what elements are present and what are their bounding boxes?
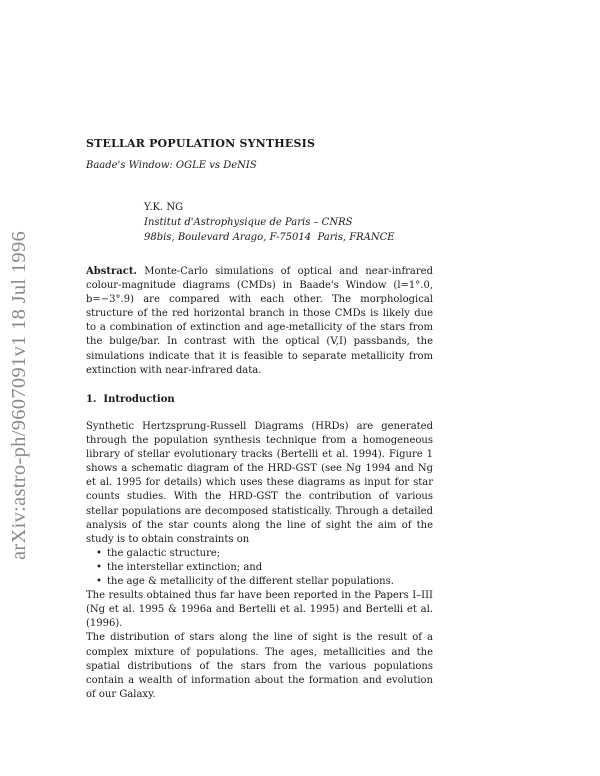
author-affiliation-address: 98bis, Boulevard Arago, F-75014 Paris, FRANCE: [144, 232, 395, 243]
list-item: [96, 561, 433, 575]
bullet-marker: •: [96, 561, 102, 573]
abstract: [86, 265, 433, 378]
list-item: [96, 575, 433, 589]
section-heading-introduction: [86, 394, 175, 405]
arxiv-identifier: arXiv:astro-ph/9607091v1 18 Jul 1996: [8, 230, 31, 560]
bullet-marker: •: [96, 576, 102, 588]
bullet-marker: •: [96, 547, 102, 559]
paragraph-2: The results obtained thus far have been reported in the Papers I–III (Ng et al. 1995 & 1996a and Bertelli et al. 1995) and Bertelli et al. (1996).: [86, 590, 433, 630]
author-affiliation-institute: Institut d'Astrophysique de Paris – CNRS: [144, 217, 353, 228]
arxiv-stamp: [5, 210, 35, 580]
constraints-list: [86, 547, 433, 589]
list-item-text: the galactic structure;: [107, 547, 221, 559]
paper-subtitle: Baade's Window: OGLE vs DeNIS: [86, 160, 257, 171]
list-item-text: the age & metallicity of the different stellar populations.: [107, 576, 394, 588]
list-item-text: the interstellar extinction; and: [107, 561, 263, 573]
introduction-body: [86, 420, 433, 702]
list-item: [96, 547, 433, 561]
abstract-text: Monte-Carlo simulations of optical and near-infrared colour-magnitude diagrams (CMDs) in Baade's Window (l=1°.0, b=−3°.9) are compared with each other. The morphological structure of the red horizontal branch in those CMDs is likely due to a combination of extinction and age-metallicity of the stars from the bulge/bar. In contrast with the optical (V,I) passbands, the simulations indicate that it is feasible to separate metallicity from extinction with near-infrared data.: [86, 266, 433, 376]
paragraph-1: Synthetic Hertzsprung-Russell Diagrams (HRDs) are generated through the population synthesis technique from a homogeneous library of stellar evolutionary tracks (Bertelli et al. 1994). Figure 1 shows a schematic diagram of the HRD-GST (see Ng 1994 and Ng et al. 1995 for details) which uses these diagrams as input for star counts studies. With the HRD-GST the contribution of various stellar populations are decomposed statistically. Through a detailed analysis of the star counts along the line of sight the aim of the study is to obtain constraints on: [86, 421, 433, 545]
paper-title: STELLAR POPULATION SYNTHESIS: [86, 137, 316, 150]
author-name: Y.K. NG: [144, 202, 184, 213]
section-title: Introduction: [103, 394, 175, 405]
section-number: 1.: [86, 394, 97, 405]
author-block: [144, 200, 395, 245]
abstract-label: Abstract.: [86, 266, 137, 277]
paragraph-3: The distribution of stars along the line of sight is the result of a complex mixture of populations. The ages, metallicities and the spatial distributions of the stars from the various populations contain a wealth of information about the formation and evolution of our Galaxy.: [86, 632, 433, 700]
